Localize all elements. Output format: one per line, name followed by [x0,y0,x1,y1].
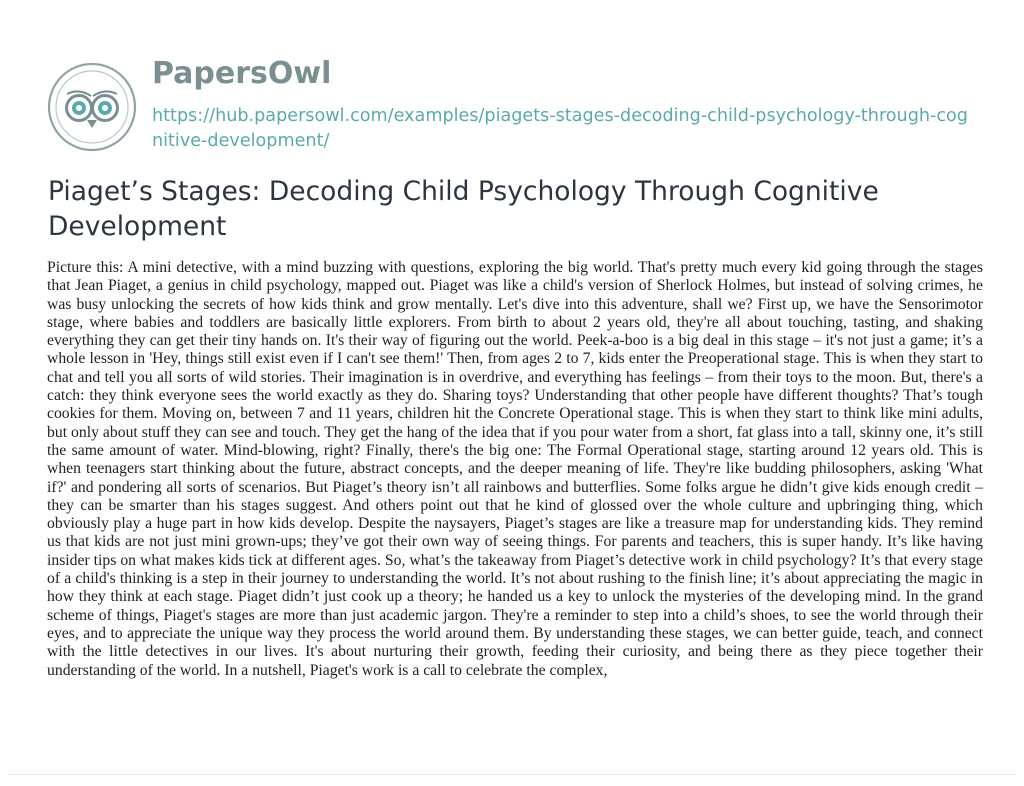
brand-title: PapersOwl [152,56,332,91]
document-header [47,34,987,154]
owl-logo-icon [47,62,137,152]
page-divider [8,774,1016,775]
document-body: Picture this: A mini detective, with a mind buzzing with questions, exploring the big world. That's pretty much every kid going through the stages that Jean Piaget, a genius in child psychology, mapped out. Piaget was like a child's version of Sherlock Holmes, but instead of solving crimes, he was busy unlocking the secrets of how kids think and grow mentally. Let's dive into this adventure, shall we? First up, we have the Sensorimotor stage, where babies and toddlers are basically little explorers. From birth to about 2 years old, they're all about touching, tasting, and shaking everything they can get their tiny hands on. It's their way of figuring out the world. Peek-a-boo is a big deal in this stage – it's not just a game; it’s a whole lesson in 'Hey, things still exist even if I can't see them!' Then, from ages 2 to 7, kids enter the Preoperational stage. This is when they start to chat and tell you all sorts of wild stories. Their imagination is in overdrive, and everything has feelings – from their toys to the moon. But, there's a catch: they think everyone sees the world exactly as they do. Sharing toys? Understanding that other people have different thoughts? That’s tough cookies for them. Moving on, between 7 and 11 years, children hit the Concrete Operational stage. This is when they start to think like mini adults, but only about stuff they can see and touch. They get the hang of the idea that if you pour water from a short, fat glass into a tall, skinny one, it’s still the same amount of water. Mind-blowing, right? Finally, there's the big one: The Formal Operational stage, starting around 12 years old. This is when teenagers start thinking about the future, abstract concepts, and the deeper meaning of life. They're like budding philosophers, asking 'What if?' and pondering all sorts of scenarios. But Piaget’s theory isn’t all rainbows and butterflies. Some folks argue he didn’t give kids enough credit – they can be smarter than his stages suggest. And others point out that he kind of glossed over the whole culture and upbringing thing, which obviously play a huge part in how kids develop. Despite the naysayers, Piaget’s stages are like a treasure map for understanding kids. They remind us that kids are not just mini grown-ups; they’ve got their own way of seeing things. For parents and teachers, this is super handy. It’s like having insider tips on what makes kids tick at different ages. So, what’s the takeaway from Piaget’s detective work in child psychology? It’s that every stage of a child's thinking is a step in their journey to understanding the world. It’s not about rushing to the finish line; it’s about appreciating the magic in how they think at each stage. Piaget didn’t just cook up a theory; he handed us a key to unlock the mysteries of the developing mind. In the grand scheme of things, Piaget's stages are more than just academic jargon. They're a reminder to step into a child’s shoes, to see the world through their eyes, and to appreciate the unique way they process the world around them. By understanding these stages, we can better guide, teach, and connect with the little detectives in our lives. It's about nurturing their growth, feeding their curiosity, and being there as they piece together their understanding of the world. In a nutshell, Piaget's work is a call to celebrate the complex, [47,259,983,679]
source-url-link[interactable]: https://hub.papersowl.com/examples/piagets-stages-decoding-child-psychology-through-cognitive-development/ [152,106,968,151]
document-title: Piaget’s Stages: Decoding Child Psychology Through Cognitive Development [48,176,879,242]
